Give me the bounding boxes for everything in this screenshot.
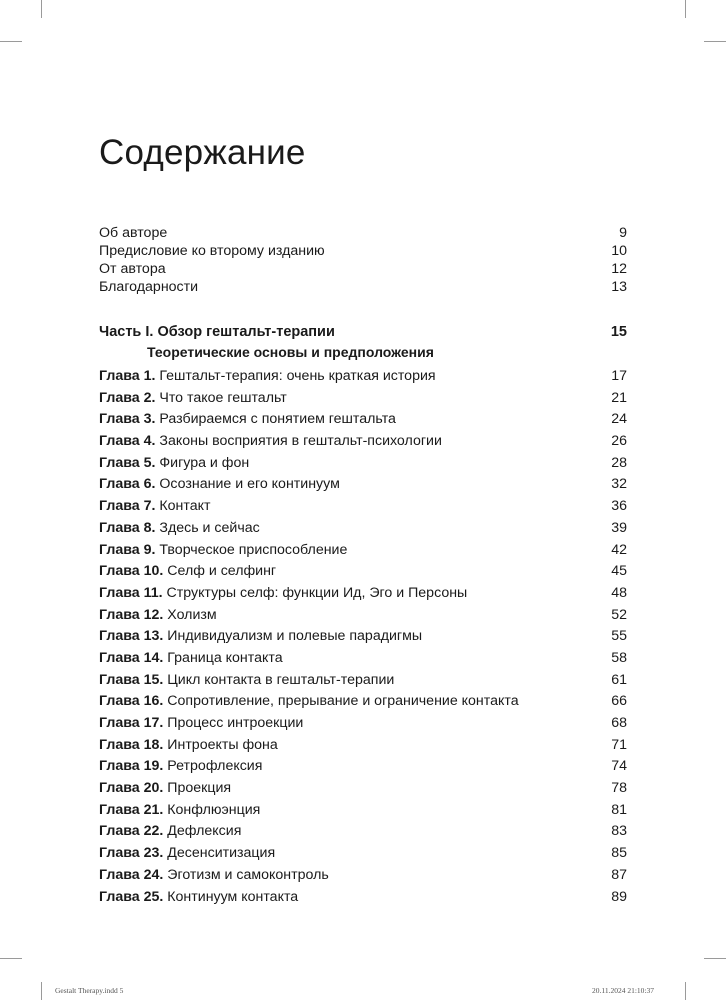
chapter-entry[interactable] bbox=[99, 540, 627, 562]
chapter-entry[interactable] bbox=[99, 713, 627, 735]
chapter-title: Дефлексия bbox=[167, 823, 242, 840]
chapter-page: 42 bbox=[611, 541, 627, 558]
chapter-entry[interactable] bbox=[99, 583, 627, 605]
chapter-label: Глава 3. bbox=[99, 411, 156, 428]
chapter-label: Глава 20. bbox=[99, 780, 164, 797]
chapter-entry[interactable] bbox=[99, 865, 627, 887]
chapter-label: Глава 2. bbox=[99, 389, 156, 406]
toc-entry-page: 13 bbox=[611, 279, 627, 295]
chapter-page: 36 bbox=[611, 498, 627, 515]
crop-mark bbox=[685, 0, 686, 18]
chapter-page: 32 bbox=[611, 476, 627, 493]
chapter-page: 78 bbox=[611, 780, 627, 797]
crop-mark bbox=[704, 958, 726, 959]
chapter-title: Процесс интроекции bbox=[167, 715, 304, 731]
toc-entry[interactable] bbox=[99, 224, 627, 242]
chapter-title: Что такое гештальт bbox=[159, 389, 287, 406]
chapter-entry[interactable] bbox=[99, 735, 627, 757]
chapter-entry[interactable] bbox=[99, 366, 627, 388]
chapter-title: Контакт bbox=[159, 498, 211, 515]
chapter-label: Глава 18. bbox=[99, 736, 164, 753]
chapter-label: Глава 25. bbox=[99, 888, 164, 905]
chapter-entry[interactable] bbox=[99, 648, 627, 670]
toc-entry-page: 9 bbox=[619, 225, 627, 241]
chapter-label: Глава 17. bbox=[99, 715, 164, 731]
chapter-label: Глава 4. bbox=[99, 433, 156, 450]
toc-entry-page: 10 bbox=[611, 243, 627, 259]
chapter-entry[interactable] bbox=[99, 431, 627, 453]
chapter-entry[interactable] bbox=[99, 453, 627, 475]
chapter-entry[interactable] bbox=[99, 561, 627, 583]
chapter-title: Законы восприятия в гештальт-психологии bbox=[159, 433, 442, 450]
chapter-label: Глава 9. bbox=[99, 541, 156, 558]
chapter-label: Глава 1. bbox=[99, 368, 156, 384]
chapter-title: Структуры селф: функции Ид, Эго и Персоны bbox=[166, 584, 468, 601]
chapter-label: Глава 16. bbox=[99, 693, 164, 710]
part-label: Часть I. Обзор гештальт-терапии bbox=[99, 324, 335, 340]
chapter-title: Индивидуализм и полевые парадигмы bbox=[167, 628, 423, 645]
toc-entry-page: 12 bbox=[611, 261, 627, 277]
chapter-title: Континуум контакта bbox=[167, 888, 299, 905]
chapter-page: 45 bbox=[611, 563, 627, 580]
crop-mark bbox=[41, 0, 42, 18]
chapter-entry[interactable] bbox=[99, 496, 627, 518]
toc-entry[interactable] bbox=[99, 278, 627, 296]
chapter-title: Здесь и сейчас bbox=[159, 519, 260, 536]
chapter-label: Глава 19. bbox=[99, 758, 164, 775]
chapter-entry[interactable] bbox=[99, 388, 627, 410]
chapter-title: Селф и селфинг bbox=[167, 563, 277, 580]
chapter-entry[interactable] bbox=[99, 474, 627, 496]
crop-mark bbox=[0, 41, 22, 42]
footer-datetime: 20.11.2024 21:10:37 bbox=[592, 986, 655, 995]
chapter-label: Глава 13. bbox=[99, 628, 164, 645]
chapter-entry[interactable] bbox=[99, 821, 627, 843]
chapter-page: 55 bbox=[611, 628, 627, 645]
chapter-page: 39 bbox=[611, 519, 627, 536]
chapter-entry[interactable] bbox=[99, 800, 627, 822]
chapter-label: Глава 22. bbox=[99, 823, 164, 840]
chapter-label: Глава 10. bbox=[99, 563, 164, 580]
chapter-title: Сопротивление, прерывание и ограничение контакта bbox=[167, 693, 519, 710]
chapter-page: 81 bbox=[611, 801, 627, 818]
toc-entry[interactable] bbox=[99, 242, 627, 260]
part-page: 15 bbox=[610, 324, 627, 340]
chapter-title: Конфлюэнция bbox=[167, 801, 261, 818]
chapter-title: Граница контакта bbox=[167, 649, 283, 666]
crop-mark bbox=[704, 41, 726, 42]
chapter-entry[interactable] bbox=[99, 626, 627, 648]
crop-mark bbox=[685, 982, 686, 1000]
chapter-title: Разбираемся с понятием гештальта bbox=[159, 411, 396, 428]
front-matter-list bbox=[99, 224, 627, 296]
crop-mark bbox=[0, 958, 22, 959]
toc-entry-title: От автора bbox=[99, 261, 166, 277]
toc-entry-title: Об авторе bbox=[99, 225, 168, 241]
chapter-title: Холизм bbox=[167, 606, 217, 623]
chapter-entry[interactable] bbox=[99, 778, 627, 800]
chapter-label: Глава 14. bbox=[99, 649, 164, 666]
chapter-title: Фигура и фон bbox=[159, 454, 250, 471]
chapter-title: Ретрофлексия bbox=[167, 758, 263, 775]
chapter-title: Осознание и его континуум bbox=[159, 476, 340, 493]
chapter-label: Глава 23. bbox=[99, 845, 164, 862]
chapter-entry[interactable] bbox=[99, 670, 627, 692]
chapter-page: 21 bbox=[611, 389, 627, 406]
page-title: Содержание bbox=[99, 133, 306, 172]
crop-mark bbox=[41, 982, 42, 1000]
toc-entry[interactable] bbox=[99, 260, 627, 278]
chapter-label: Глава 15. bbox=[99, 671, 164, 688]
chapter-entry[interactable] bbox=[99, 518, 627, 540]
chapter-title: Цикл контакта в гештальт-терапии bbox=[167, 671, 395, 688]
chapter-label: Глава 12. bbox=[99, 606, 164, 623]
chapter-page: 17 bbox=[611, 368, 627, 384]
chapter-entry[interactable] bbox=[99, 843, 627, 865]
chapter-entry[interactable] bbox=[99, 691, 627, 713]
footer-file: Gestalt Therapy.indd 5 bbox=[55, 986, 124, 995]
chapter-label: Глава 11. bbox=[99, 584, 163, 601]
chapter-entry[interactable] bbox=[99, 756, 627, 778]
chapter-page: 26 bbox=[611, 433, 627, 450]
part-heading[interactable] bbox=[99, 322, 627, 342]
chapter-page: 24 bbox=[611, 411, 627, 428]
chapter-label: Глава 24. bbox=[99, 866, 164, 883]
part-subtitle: Теоретические основы и предположения bbox=[147, 344, 434, 360]
chapter-entry[interactable] bbox=[99, 605, 627, 627]
chapter-title: Проекция bbox=[167, 780, 232, 797]
chapter-list bbox=[99, 366, 627, 908]
toc-entry-title: Предисловие ко второму изданию bbox=[99, 243, 325, 259]
chapter-entry[interactable] bbox=[99, 887, 627, 909]
chapter-title: Интроекты фона bbox=[167, 736, 278, 753]
chapter-title: Гештальт-терапия: очень краткая история bbox=[159, 368, 436, 384]
chapter-page: 71 bbox=[611, 736, 627, 753]
chapter-label: Глава 21. bbox=[99, 801, 164, 818]
chapter-page: 74 bbox=[611, 758, 627, 775]
chapter-title: Десенситизация bbox=[167, 845, 276, 862]
chapter-page: 89 bbox=[611, 888, 627, 905]
chapter-page: 87 bbox=[611, 866, 627, 883]
toc-entry-title: Благодарности bbox=[99, 279, 199, 295]
chapter-label: Глава 5. bbox=[99, 454, 156, 471]
chapter-page: 85 bbox=[611, 845, 627, 862]
chapter-label: Глава 7. bbox=[99, 498, 156, 515]
chapter-title: Творческое приспособление bbox=[159, 541, 348, 558]
chapter-page: 83 bbox=[611, 823, 627, 840]
table-of-contents bbox=[99, 224, 627, 908]
chapter-label: Глава 6. bbox=[99, 476, 156, 493]
chapter-page: 58 bbox=[611, 649, 627, 666]
chapter-page: 52 bbox=[611, 606, 627, 623]
chapter-page: 48 bbox=[611, 584, 627, 601]
chapter-page: 61 bbox=[611, 671, 627, 688]
chapter-page: 28 bbox=[611, 454, 627, 471]
chapter-title: Эготизм и самоконтроль bbox=[167, 866, 329, 883]
chapter-page: 66 bbox=[611, 693, 627, 710]
chapter-label: Глава 8. bbox=[99, 519, 156, 536]
chapter-entry[interactable] bbox=[99, 409, 627, 431]
chapter-page: 68 bbox=[611, 715, 627, 731]
